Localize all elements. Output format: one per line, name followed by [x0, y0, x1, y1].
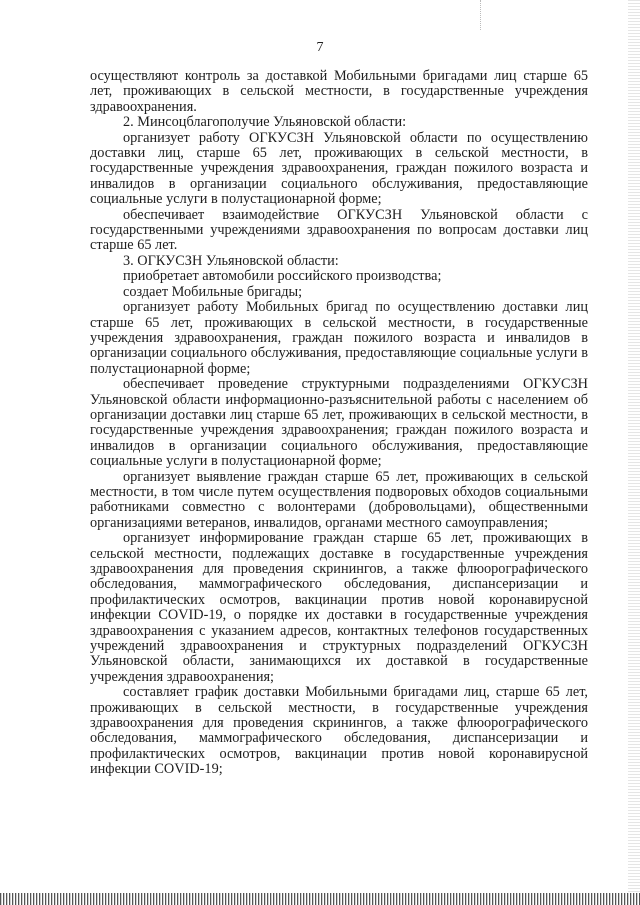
paragraph: осуществляют контроль за доставкой Мобильными бригадами лиц старше 65 лет, проживающих в сельской местности, в государственные учреждения здравоохранения.	[90, 68, 588, 115]
paragraph: 2. Минсоцблагополучие Ульяновской области:	[123, 114, 407, 131]
scan-edge-bottom	[0, 893, 640, 905]
paragraph: организует работу Мобильных бригад по осуществлению доставки лиц старше 65 лет, проживающих в сельской местности, в государственные учреждения здравоохранения, граждан пожилого возраста и инвалидов в организации социального обслуживания, предоставляющие социальные услуги в полустационарной форме;	[90, 299, 588, 377]
page-number: 7	[316, 40, 324, 55]
paragraph: обеспечивает взаимодействие ОГКУСЗН Ульяновской области с государственными учреждениями здравоохранения по вопросам доставки лиц старше 65 лет.	[90, 206, 588, 254]
scan-edge-right	[628, 0, 640, 905]
paragraph: организует работу ОГКУСЗН Ульяновской области по осуществлению доставки лиц, старше 65 лет, проживающих в сельской местности, в государственные учреждения здравоохранения, граждан пожилого возраста и инвалидов в организации социального обслуживания, предоставляющие социальные услуги в полустационарной форме;	[90, 129, 588, 208]
scan-artifact-line	[480, 0, 482, 30]
paragraph: организует информирование граждан старше 65 лет, проживающих в сельской местности, подлежащих доставке в государственные учреждения здравоохранения для проведения скринингов, а также флюорографического обследования, маммографического обследования, диспансеризации и профилактических осмотров, вакцинации против новой коронавирусной инфекции COVID-19, о порядке их доставки в государственные учреждения здравоохранения с указанием адресов, контактных телефонов государственных учреждений здравоохранения и структурных подразделений ОГКУСЗН Ульяновской области, занимающихся их доставкой в государственные учреждения здравоохранения;	[90, 530, 588, 685]
paragraph: 3. ОГКУСЗН Ульяновской области:	[123, 252, 339, 269]
paragraph: организует выявление граждан старше 65 лет, проживающих в сельской местности, в том числе путем осуществления подворовых обходов социальными работниками совместно с волонтерами (добровольцами), общественными организациями ветеранов, инвалидов, органами местного самоуправления;	[90, 468, 588, 531]
paragraph: создает Мобильные бригады;	[123, 283, 303, 300]
paragraph: составляет график доставки Мобильными бригадами лиц, старше 65 лет, проживающих в сельской местности, в государственные учреждения здравоохранения для проведения скринингов, а также флюорографического обследования, маммографического обследования, диспансеризации и профилактических осмотров, вакцинации против новой коронавирусной инфекции COVID-19;	[90, 684, 588, 778]
paragraph: приобретает автомобили российского производства;	[123, 268, 442, 285]
document-body	[90, 69, 588, 778]
paragraph: обеспечивает проведение структурными подразделениями ОГКУСЗН Ульяновской области информационно-разъяснительной работы с населением об организации доставки лиц старше 65 лет, проживающих в сельской местности, в государственные учреждения здравоохранения; граждан пожилого возраста и инвалидов в организации социального обслуживания, предоставляющие социальные услуги в полустационарной форме;	[90, 376, 588, 470]
